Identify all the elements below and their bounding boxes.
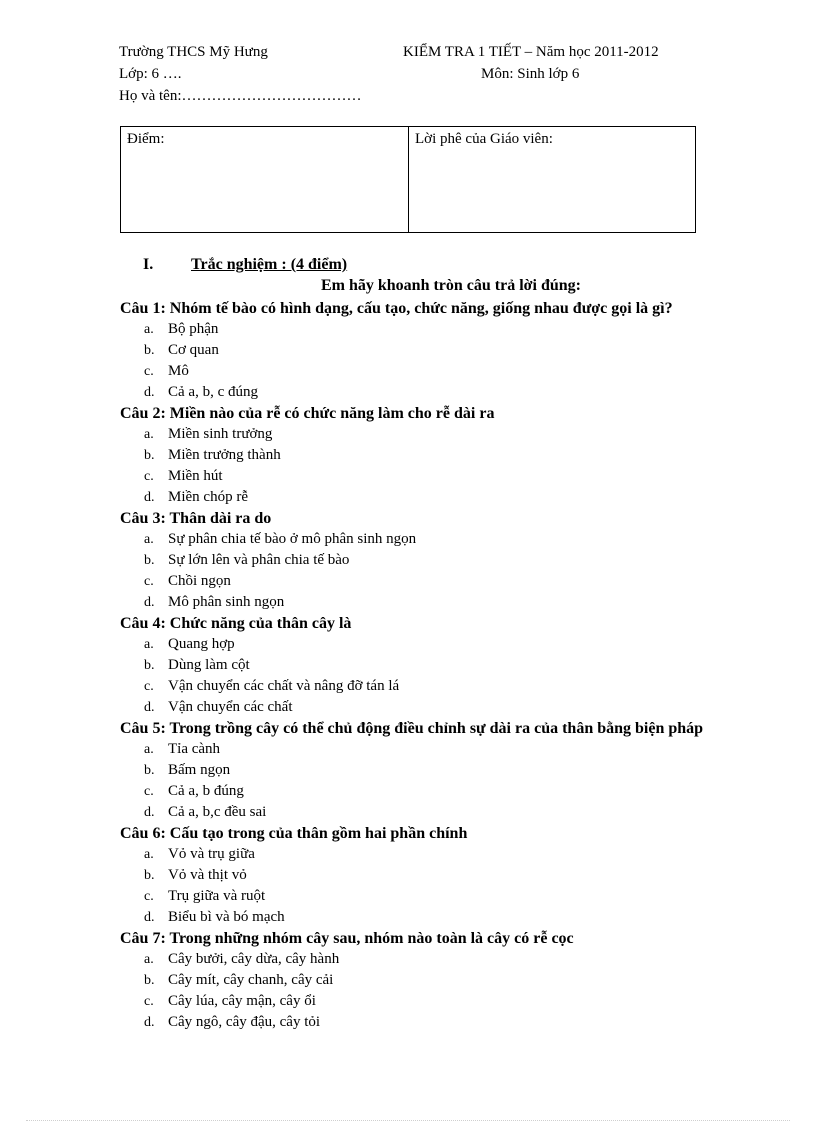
option-text: Miền sinh trưởng [168,426,273,442]
teacher-comment-cell: Lời phê của Giáo viên: [415,131,553,147]
option-letter: b. [144,343,155,358]
instruction: Em hãy khoanh tròn câu trả lời đúng: [320,277,582,294]
question-title: Câu 4: Chức năng của thân cây là [120,615,352,632]
option-text: Bấm ngọn [168,762,231,778]
option-letter: d. [144,805,155,820]
question-title: Câu 1: Nhóm tế bào có hình dạng, cấu tạo, chức năng, giống nhau được gọi là gì? [120,300,673,317]
option-letter: c. [144,679,154,694]
option-text: Cả a, b, c đúng [168,384,258,400]
answer-option[interactable] [120,970,780,991]
question-title: Câu 6: Cấu tạo trong của thân gồm hai phần chính [120,825,468,842]
option-text: Tỉa cành [168,741,221,757]
exam-title: KIỂM TRA 1 TIẾT – Năm học 2011-2012 [403,44,659,60]
option-letter: a. [144,637,154,652]
option-letter: b. [144,553,155,568]
answer-option[interactable] [120,781,780,802]
option-letter: d. [144,1015,155,1030]
answer-option[interactable] [120,865,780,886]
option-text: Trụ giữa và ruột [168,888,266,904]
option-letter: d. [144,910,155,925]
option-text: Mô phân sinh ngọn [168,594,285,610]
option-letter: b. [144,448,155,463]
option-letter: c. [144,364,154,379]
answer-option[interactable] [120,319,780,340]
answer-option[interactable] [120,844,780,865]
student-name-line: Họ và tên:……………………………… [119,88,362,104]
answer-option[interactable] [120,361,780,382]
answer-option[interactable] [120,739,780,760]
question-title: Câu 2: Miền nào của rễ có chức năng làm cho rễ dài ra [120,405,495,422]
school-name: Trường THCS Mỹ Hưng [119,44,268,60]
option-text: Mô [168,363,189,379]
option-text: Cơ quan [168,342,219,358]
option-text: Sự lớn lên và phân chia tế bào [168,552,350,568]
question-6 [120,823,780,928]
answer-option[interactable] [120,592,780,613]
section-title: Trắc nghiệm : (4 điểm) [191,256,348,273]
answer-option[interactable] [120,991,780,1012]
question-title: Câu 5: Trong trồng cây có thể chủ động điều chỉnh sự dài ra của thân bằng biện pháp [120,720,704,737]
option-text: Vận chuyển các chất [168,699,293,715]
option-text: Cây lúa, cây mận, cây ổi [168,993,316,1009]
section-heading [143,256,347,274]
option-text: Biểu bì và bó mạch [168,909,285,925]
option-text: Cả a, b,c đều sai [168,804,267,820]
answer-option[interactable] [120,802,780,823]
option-text: Cây ngô, cây đậu, cây tỏi [168,1014,321,1030]
question-list [120,298,780,1033]
option-letter: c. [144,784,154,799]
answer-option[interactable] [120,949,780,970]
option-letter: c. [144,994,154,1009]
question-3 [120,508,780,613]
answer-option[interactable] [120,1012,780,1033]
option-text: Miền hút [168,468,223,484]
option-letter: a. [144,427,154,442]
answer-option[interactable] [120,907,780,928]
class-line: Lớp: 6 …. [119,66,182,82]
option-letter: a. [144,322,154,337]
option-text: Vận chuyển các chất và nâng đỡ tán lá [168,678,400,694]
answer-option[interactable] [120,634,780,655]
answer-option[interactable] [120,340,780,361]
answer-option[interactable] [120,424,780,445]
option-letter: d. [144,700,155,715]
answer-option[interactable] [120,655,780,676]
option-text: Bộ phận [168,321,219,337]
option-text: Dùng làm cột [168,657,250,673]
question-5 [120,718,780,823]
option-text: Miền chóp rễ [168,489,248,505]
footer-divider [26,1120,790,1121]
option-text: Chồi ngọn [168,573,231,589]
score-cell: Điểm: [121,127,409,232]
option-text: Miền trưởng thành [168,447,281,463]
answer-option[interactable] [120,676,780,697]
option-letter: d. [144,490,155,505]
option-text: Vỏ và trụ giữa [168,846,255,862]
option-text: Sự phân chia tế bào ở mô phân sinh ngọn [168,531,417,547]
option-letter: d. [144,595,155,610]
option-letter: b. [144,763,155,778]
option-letter: b. [144,868,155,883]
option-text: Cây bưởi, cây dừa, cây hành [168,951,340,967]
answer-option[interactable] [120,487,780,508]
option-letter: a. [144,847,154,862]
answer-option[interactable] [120,886,780,907]
option-letter: b. [144,973,155,988]
option-text: Cả a, b đúng [168,783,244,799]
answer-option[interactable] [120,550,780,571]
option-letter: c. [144,469,154,484]
answer-option[interactable] [120,382,780,403]
option-letter: c. [144,574,154,589]
grade-box [120,126,696,233]
option-letter: b. [144,658,155,673]
answer-option[interactable] [120,571,780,592]
question-1 [120,298,780,403]
option-letter: c. [144,889,154,904]
answer-option[interactable] [120,760,780,781]
answer-option[interactable] [120,697,780,718]
question-title: Câu 7: Trong những nhóm cây sau, nhóm nào toàn là cây có rễ cọc [120,930,574,947]
answer-option[interactable] [120,445,780,466]
answer-option[interactable] [120,529,780,550]
question-7 [120,928,780,1033]
question-title: Câu 3: Thân dài ra do [120,510,272,527]
question-2 [120,403,780,508]
option-text: Cây mít, cây chanh, cây cải [168,972,334,988]
question-4 [120,613,780,718]
subject-line: Môn: Sinh lớp 6 [481,66,580,82]
section-number: I. [143,256,154,273]
option-letter: a. [144,952,154,967]
option-letter: a. [144,742,154,757]
answer-option[interactable] [120,466,780,487]
option-letter: d. [144,385,155,400]
option-text: Vỏ và thịt vỏ [168,867,247,883]
option-letter: a. [144,532,154,547]
option-text: Quang hợp [168,636,235,652]
